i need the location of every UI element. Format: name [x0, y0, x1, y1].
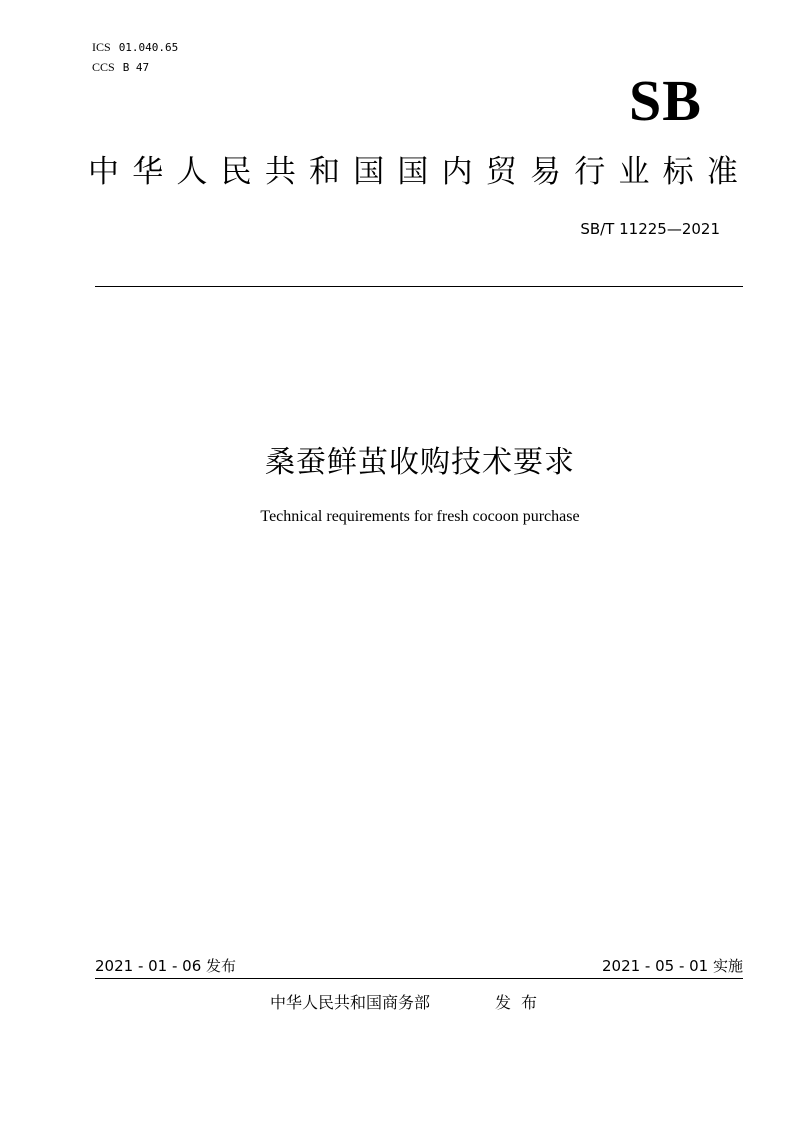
document-title-chinese: 桑蚕鲜茧收购技术要求 [265, 445, 575, 480]
standard-type-char: 中 [88, 154, 119, 190]
standard-type-char: 业 [618, 154, 650, 190]
standard-type-char: 贸 [485, 154, 517, 190]
standard-type-char: 共 [264, 154, 296, 190]
bottom-divider [95, 978, 743, 979]
standard-type-char: 和 [309, 154, 341, 190]
standard-logo: SB [629, 68, 702, 133]
standard-type-char: 内 [441, 154, 473, 190]
ccs-value: B 47 [122, 61, 150, 74]
ccs-label: CCS [92, 60, 115, 74]
standard-type-char: 人 [176, 154, 208, 190]
document-title-english: Technical requirements for fresh cocoon purchase [260, 508, 580, 525]
ics-code [92, 40, 178, 55]
standard-type-char: 行 [574, 154, 606, 190]
issue-label: 发布 [495, 993, 548, 1012]
issue-date: 2021 - 01 - 06 发布 [95, 957, 237, 975]
ics-label: ICS [92, 40, 111, 54]
top-divider [95, 286, 743, 287]
implementation-date: 2021 - 05 - 01 实施 [601, 957, 743, 975]
standard-type-char: 国 [397, 154, 429, 190]
standard-type-char: 国 [353, 154, 385, 190]
standard-type-char: 易 [530, 154, 562, 190]
standard-type-char: 民 [220, 154, 252, 190]
standard-type-char: 标 [662, 154, 694, 190]
standard-type-char: 华 [132, 154, 164, 190]
issuing-authority: 中华人民共和国商务部 [270, 993, 431, 1012]
ccs-code [92, 60, 149, 75]
standard-number: SB/T 11225—2021 [580, 220, 720, 238]
standard-type-char: 准 [706, 154, 738, 190]
standard-type-heading [88, 154, 738, 191]
ics-value: 01.040.65 [118, 41, 179, 54]
